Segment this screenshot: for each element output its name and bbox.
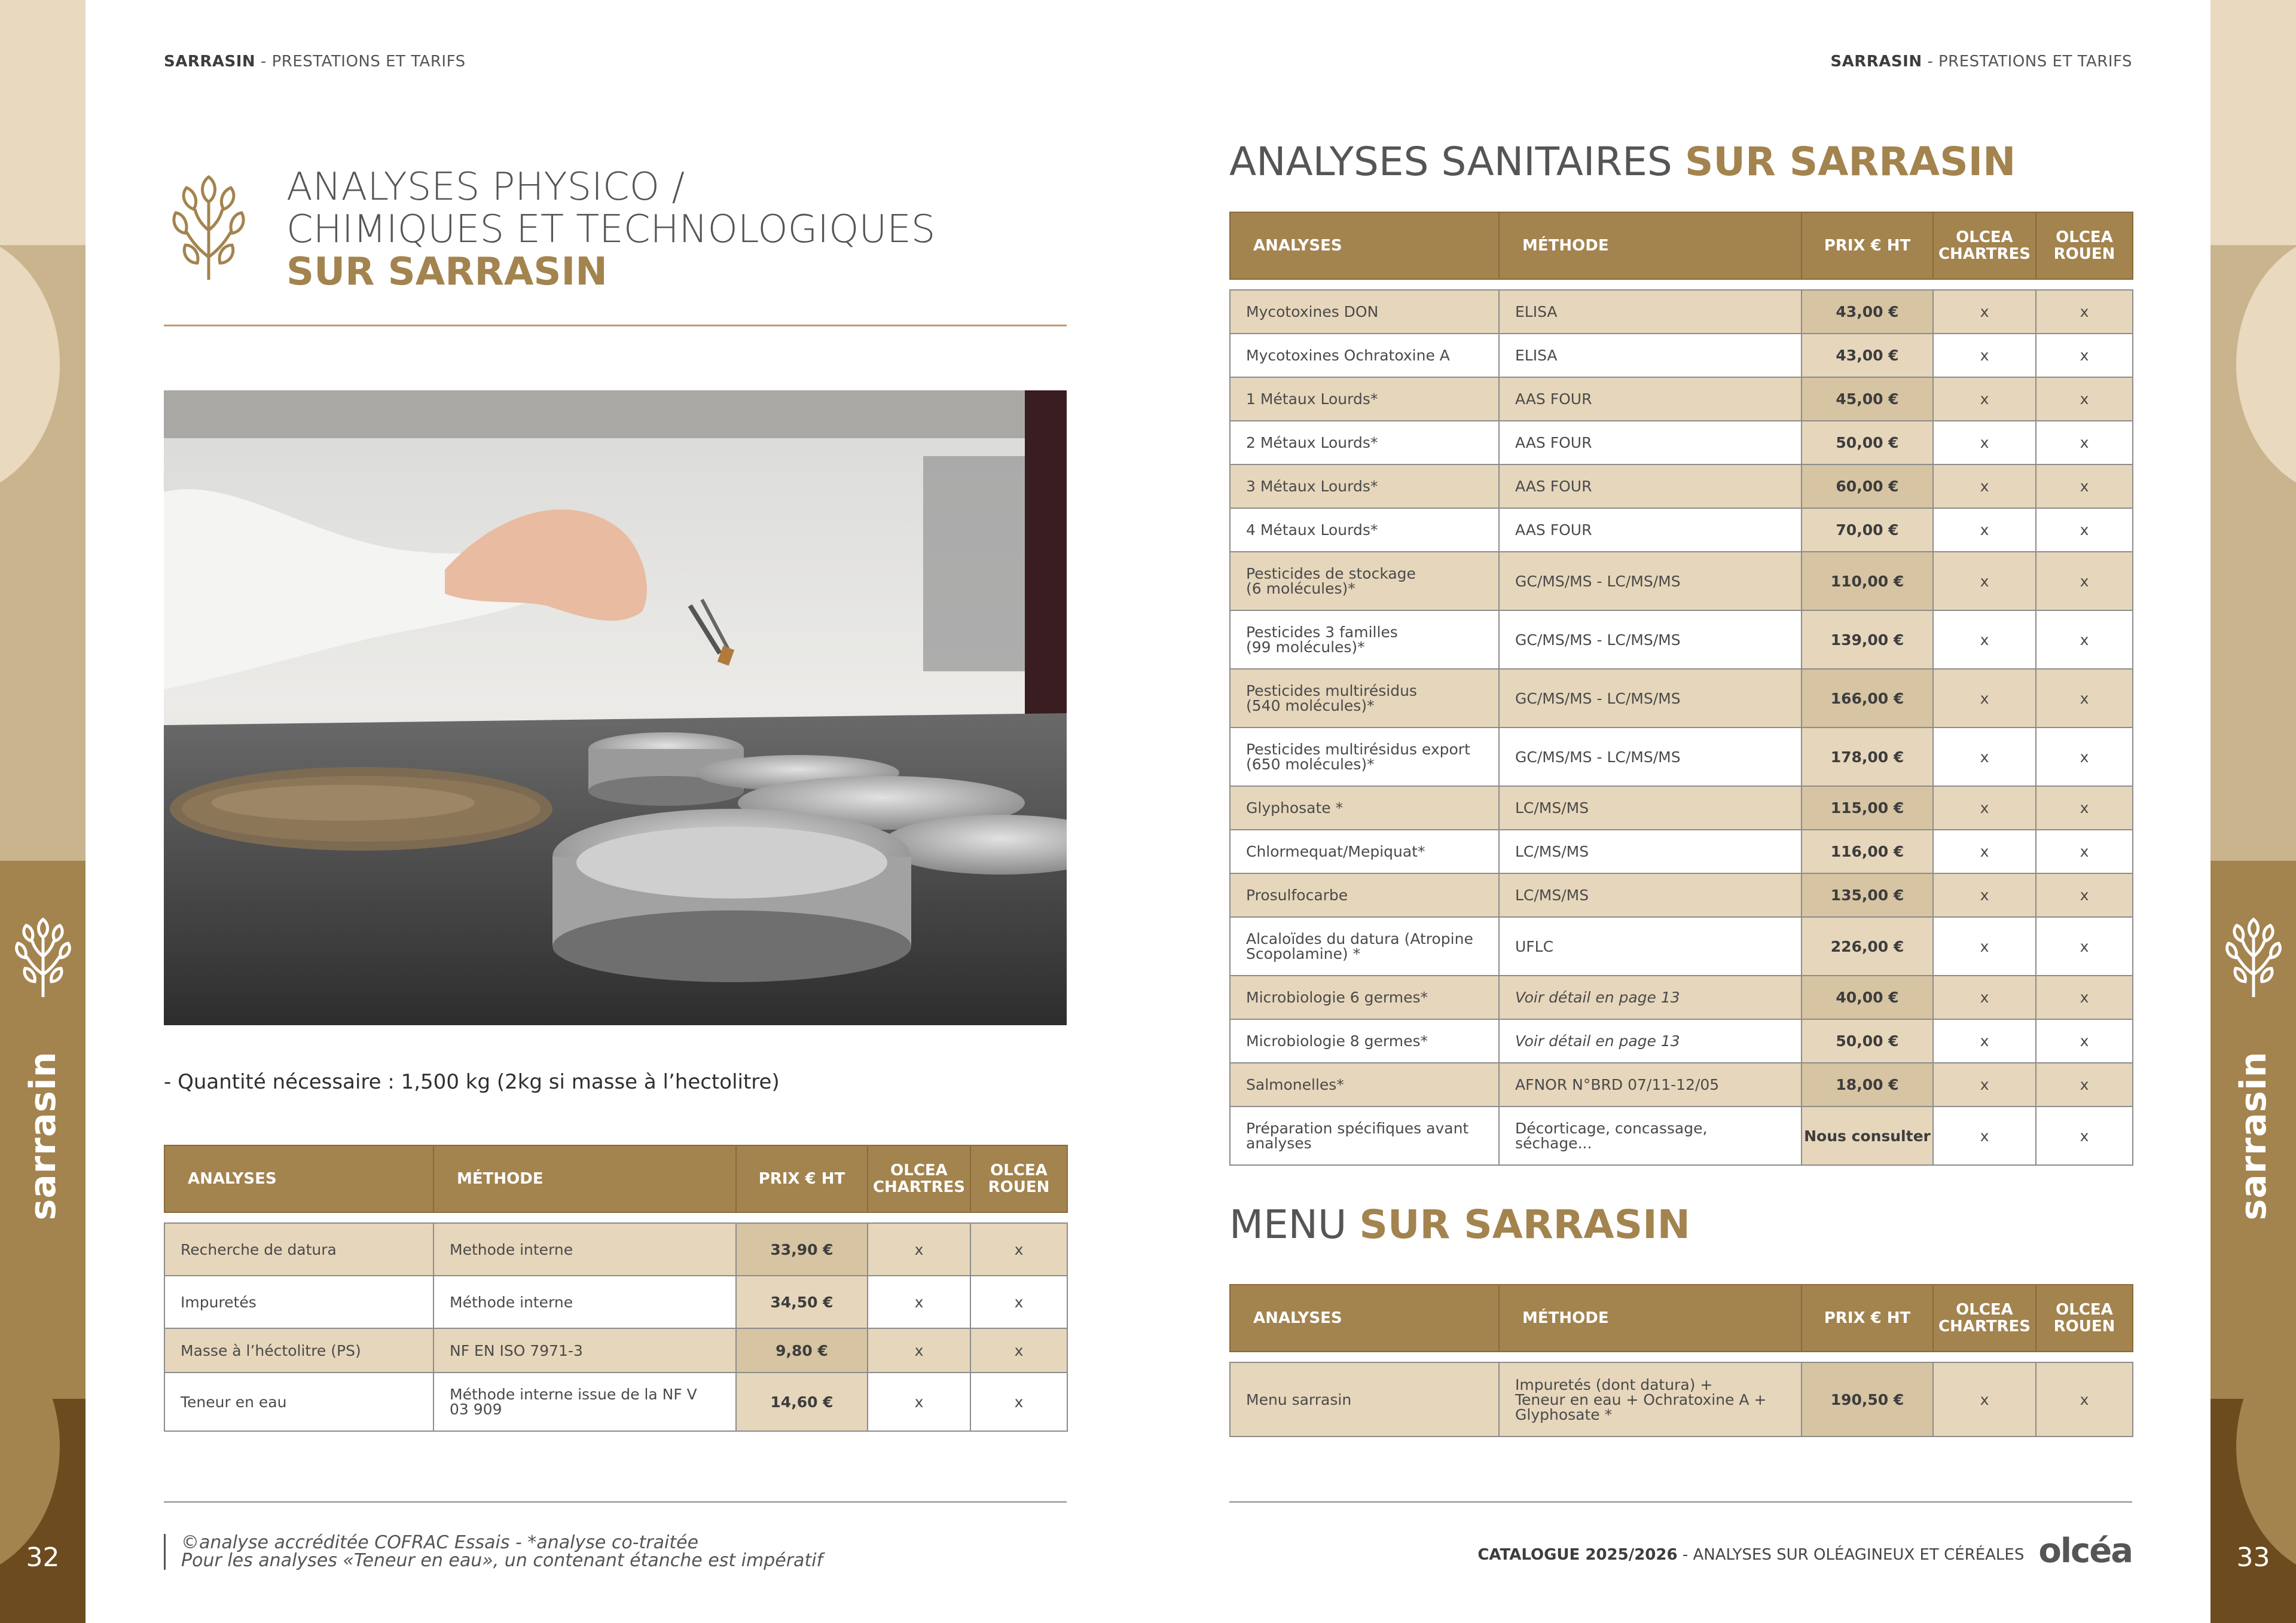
header-analyses: ANALYSES: [164, 1145, 433, 1212]
cell-prix: 43,00 €: [1802, 334, 1933, 377]
cell-chartres: x: [1933, 830, 2036, 873]
table-row: [1230, 786, 2133, 830]
cell-chartres: x: [868, 1223, 970, 1276]
footer-divider: [164, 1501, 1067, 1503]
cell-chartres: x: [868, 1276, 970, 1328]
cell-methode: ELISA: [1499, 334, 1802, 377]
cell-methode: Voir détail en page 13: [1499, 976, 1802, 1019]
cell-methode: UFLC: [1499, 917, 1802, 976]
cell-rouen: x: [2036, 1063, 2133, 1107]
cell-rouen: x: [970, 1328, 1067, 1373]
cell-rouen: x: [2036, 976, 2133, 1019]
header-methode: MÉTHODE: [1499, 1285, 1802, 1352]
cell-prix: 178,00 €: [1802, 728, 1933, 786]
cell-rouen: x: [2036, 508, 2133, 552]
cell-prix: 116,00 €: [1802, 830, 1933, 873]
header-rouen: OLCEA ROUEN: [970, 1145, 1067, 1212]
table-row: [1230, 610, 2133, 669]
header-chartres: OLCEA CHARTRES: [1933, 212, 2036, 279]
catalogue-footer: CATALOGUE 2025/2026 - ANALYSES SUR OLÉAGINEUX ET CÉRÉALES olcéa: [1477, 1532, 2132, 1570]
table-row: [164, 1223, 1067, 1276]
table-row: [1230, 1063, 2133, 1107]
cell-analyse: Masse à l’héctolitre (PS): [164, 1328, 433, 1373]
cell-rouen: x: [2036, 421, 2133, 464]
physico-table: [164, 1145, 1068, 1432]
cell-rouen: x: [2036, 1362, 2133, 1436]
footer-divider: [1229, 1501, 2132, 1503]
table-row: [1230, 976, 2133, 1019]
header-rouen: OLCEA ROUEN: [2036, 1285, 2133, 1352]
cell-chartres: x: [1933, 1019, 2036, 1063]
cell-methode: Décorticage, concassage, séchage...: [1499, 1107, 1802, 1165]
cell-methode: NF EN ISO 7971-3: [433, 1328, 736, 1373]
cell-analyse: Microbiologie 8 germes*: [1230, 1019, 1499, 1063]
cell-rouen: x: [2036, 786, 2133, 830]
page-title: ANALYSES PHYSICO / CHIMIQUES ET TECHNOLOGIQUES SUR SARRASIN: [286, 165, 936, 294]
table-row: [1230, 464, 2133, 508]
cell-prix: 9,80 €: [736, 1328, 868, 1373]
table-row: [164, 1328, 1067, 1373]
cell-chartres: x: [868, 1373, 970, 1431]
physico-table-body: [164, 1212, 1067, 1431]
cell-chartres: x: [1933, 464, 2036, 508]
cell-rouen: x: [2036, 728, 2133, 786]
cell-prix: 190,50 €: [1802, 1362, 1933, 1436]
header-methode: MÉTHODE: [433, 1145, 736, 1212]
menu-table-body: [1230, 1352, 2133, 1436]
cell-analyse: Menu sarrasin: [1230, 1362, 1499, 1436]
cell-rouen: x: [2036, 830, 2133, 873]
olcea-logo: olcéa: [2038, 1532, 2132, 1570]
cell-analyse: 1 Métaux Lourds*: [1230, 377, 1499, 421]
cell-rouen: x: [2036, 917, 2133, 976]
cell-methode: GC/MS/MS - LC/MS/MS: [1499, 669, 1802, 728]
cell-methode: AFNOR N°BRD 07/11-12/05: [1499, 1063, 1802, 1107]
header-chartres: OLCEA CHARTRES: [1933, 1285, 2036, 1352]
cell-rouen: x: [2036, 873, 2133, 917]
side-label: sarrasin: [22, 1051, 64, 1221]
cell-methode: LC/MS/MS: [1499, 873, 1802, 917]
cell-prix: 33,90 €: [736, 1223, 868, 1276]
cell-analyse: Mycotoxines Ochratoxine A: [1230, 334, 1499, 377]
cell-rouen: x: [2036, 1107, 2133, 1165]
header-analyses: ANALYSES: [1230, 212, 1499, 279]
table-row: [1230, 917, 2133, 976]
table-row: [1230, 290, 2133, 334]
cell-methode: GC/MS/MS - LC/MS/MS: [1499, 610, 1802, 669]
cell-methode: AAS FOUR: [1499, 464, 1802, 508]
cell-methode: ELISA: [1499, 290, 1802, 334]
cell-methode: Méthode interne: [433, 1276, 736, 1328]
page-number: 33: [2236, 1542, 2270, 1573]
cell-methode: Méthode interne issue de la NF V 03 909: [433, 1373, 736, 1431]
cell-rouen: x: [2036, 334, 2133, 377]
cell-chartres: x: [1933, 917, 2036, 976]
cell-rouen: x: [970, 1276, 1067, 1328]
page-right: [1148, 0, 2296, 1623]
table-row: [1230, 421, 2133, 464]
cell-rouen: x: [2036, 290, 2133, 334]
sarrasin-plant-icon: [164, 173, 254, 281]
cell-chartres: x: [1933, 1362, 2036, 1436]
cell-rouen: x: [970, 1223, 1067, 1276]
page-number: 32: [26, 1542, 60, 1573]
table-row: [1230, 1107, 2133, 1165]
title-divider: [164, 325, 1067, 326]
table-row: [1230, 830, 2133, 873]
cell-chartres: x: [1933, 508, 2036, 552]
cell-analyse: Mycotoxines DON: [1230, 290, 1499, 334]
cell-analyse: Chlormequat/Mepiquat*: [1230, 830, 1499, 873]
cell-methode: GC/MS/MS - LC/MS/MS: [1499, 728, 1802, 786]
cell-chartres: x: [1933, 421, 2036, 464]
cell-analyse: Salmonelles*: [1230, 1063, 1499, 1107]
cell-analyse: Recherche de datura: [164, 1223, 433, 1276]
cell-chartres: x: [1933, 377, 2036, 421]
buckwheat-sample-photo: [164, 390, 1067, 1025]
table-row: [1230, 1362, 2133, 1436]
table-row: [1230, 873, 2133, 917]
table-row: [1230, 669, 2133, 728]
cell-prix: 50,00 €: [1802, 1019, 1933, 1063]
header-prix: PRIX € HT: [1802, 1285, 1933, 1352]
header-methode: MÉTHODE: [1499, 212, 1802, 279]
cell-chartres: x: [868, 1328, 970, 1373]
table-row: [164, 1373, 1067, 1431]
cell-analyse: 2 Métaux Lourds*: [1230, 421, 1499, 464]
cell-analyse: Glyphosate *: [1230, 786, 1499, 830]
side-label: sarrasin: [2233, 1051, 2274, 1221]
cell-prix: 166,00 €: [1802, 669, 1933, 728]
cell-prix: 45,00 €: [1802, 377, 1933, 421]
cell-prix: 18,00 €: [1802, 1063, 1933, 1107]
cell-chartres: x: [1933, 552, 2036, 610]
sanitary-table: [1229, 212, 2133, 1166]
cell-analyse: Teneur en eau: [164, 1373, 433, 1431]
header-prix: PRIX € HT: [736, 1145, 868, 1212]
cell-analyse: 4 Métaux Lourds*: [1230, 508, 1499, 552]
cell-chartres: x: [1933, 290, 2036, 334]
table-row: [1230, 728, 2133, 786]
cell-chartres: x: [1933, 1063, 2036, 1107]
header-analyses: ANALYSES: [1230, 1285, 1499, 1352]
cell-analyse: 3 Métaux Lourds*: [1230, 464, 1499, 508]
cell-methode: Voir détail en page 13: [1499, 1019, 1802, 1063]
cell-methode: Methode interne: [433, 1223, 736, 1276]
sarrasin-plant-icon: [13, 915, 73, 998]
cell-analyse: Pesticides de stockage (6 molécules)*: [1230, 552, 1499, 610]
header-rouen: OLCEA ROUEN: [2036, 212, 2133, 279]
cell-methode: LC/MS/MS: [1499, 830, 1802, 873]
table-row: [1230, 552, 2133, 610]
table-row: [1230, 1019, 2133, 1063]
menu-title: MENU SUR SARRASIN: [1229, 1202, 1690, 1248]
cell-chartres: x: [1933, 1107, 2036, 1165]
cell-analyse: Prosulfocarbe: [1230, 873, 1499, 917]
cell-rouen: x: [2036, 377, 2133, 421]
cell-methode: Impuretés (dont datura) + Teneur en eau + Ochratoxine A + Glyphosate *: [1499, 1362, 1802, 1436]
cell-analyse: Impuretés: [164, 1276, 433, 1328]
cell-chartres: x: [1933, 786, 2036, 830]
cell-prix: 70,00 €: [1802, 508, 1933, 552]
cell-prix: 135,00 €: [1802, 873, 1933, 917]
cell-prix: 60,00 €: [1802, 464, 1933, 508]
cell-chartres: x: [1933, 873, 2036, 917]
table-row: [1230, 508, 2133, 552]
side-band: [2210, 0, 2296, 1623]
cell-analyse: Pesticides 3 familles (99 molécules)*: [1230, 610, 1499, 669]
cell-chartres: x: [1933, 669, 2036, 728]
cell-rouen: x: [2036, 669, 2133, 728]
running-header: SARRASIN - PRESTATIONS ET TARIFS: [164, 53, 466, 71]
cell-rouen: x: [970, 1373, 1067, 1431]
table-row: [1230, 334, 2133, 377]
cell-prix: 34,50 €: [736, 1276, 868, 1328]
cell-chartres: x: [1933, 728, 2036, 786]
cell-methode: LC/MS/MS: [1499, 786, 1802, 830]
cell-methode: AAS FOUR: [1499, 377, 1802, 421]
header-chartres: OLCEA CHARTRES: [868, 1145, 970, 1212]
running-header: SARRASIN - PRESTATIONS ET TARIFS: [1830, 53, 2132, 71]
cell-prix: 110,00 €: [1802, 552, 1933, 610]
cell-prix: 14,60 €: [736, 1373, 868, 1431]
cell-chartres: x: [1933, 334, 2036, 377]
cell-methode: AAS FOUR: [1499, 421, 1802, 464]
cell-prix: Nous consulter: [1802, 1107, 1933, 1165]
sanitary-table-body: [1230, 279, 2133, 1165]
sarrasin-plant-icon: [2224, 915, 2283, 998]
cell-prix: 50,00 €: [1802, 421, 1933, 464]
cell-rouen: x: [2036, 1019, 2133, 1063]
sanitary-title: ANALYSES SANITAIRES SUR SARRASIN: [1229, 139, 2016, 185]
quantity-note: - Quantité nécessaire : 1,500 kg (2kg si masse à l’hectolitre): [164, 1070, 780, 1094]
cell-analyse: Pesticides multirésidus (540 molécules)*: [1230, 669, 1499, 728]
cell-prix: 40,00 €: [1802, 976, 1933, 1019]
header-prix: PRIX € HT: [1802, 212, 1933, 279]
cell-prix: 139,00 €: [1802, 610, 1933, 669]
table-row: [164, 1276, 1067, 1328]
cell-prix: 43,00 €: [1802, 290, 1933, 334]
cell-chartres: x: [1933, 976, 2036, 1019]
cell-methode: GC/MS/MS - LC/MS/MS: [1499, 552, 1802, 610]
cell-methode: AAS FOUR: [1499, 508, 1802, 552]
cell-prix: 115,00 €: [1802, 786, 1933, 830]
table-row: [1230, 377, 2133, 421]
cell-rouen: x: [2036, 464, 2133, 508]
cell-prix: 226,00 €: [1802, 917, 1933, 976]
cell-analyse: Pesticides multirésidus export (650 molécules)*: [1230, 728, 1499, 786]
cell-rouen: x: [2036, 610, 2133, 669]
side-band: [0, 0, 86, 1623]
menu-table: [1229, 1284, 2133, 1437]
cell-analyse: Préparation spécifiques avant analyses: [1230, 1107, 1499, 1165]
cell-chartres: x: [1933, 610, 2036, 669]
cell-analyse: Alcaloïdes du datura (Atropine Scopolamine) *: [1230, 917, 1499, 976]
cell-analyse: Microbiologie 6 germes*: [1230, 976, 1499, 1019]
footnote: ©analyse accréditée COFRAC Essais - *analyse co-traitée Pour les analyses «Teneur en eau», un contenant étanche est impératif: [164, 1534, 823, 1570]
cell-rouen: x: [2036, 552, 2133, 610]
